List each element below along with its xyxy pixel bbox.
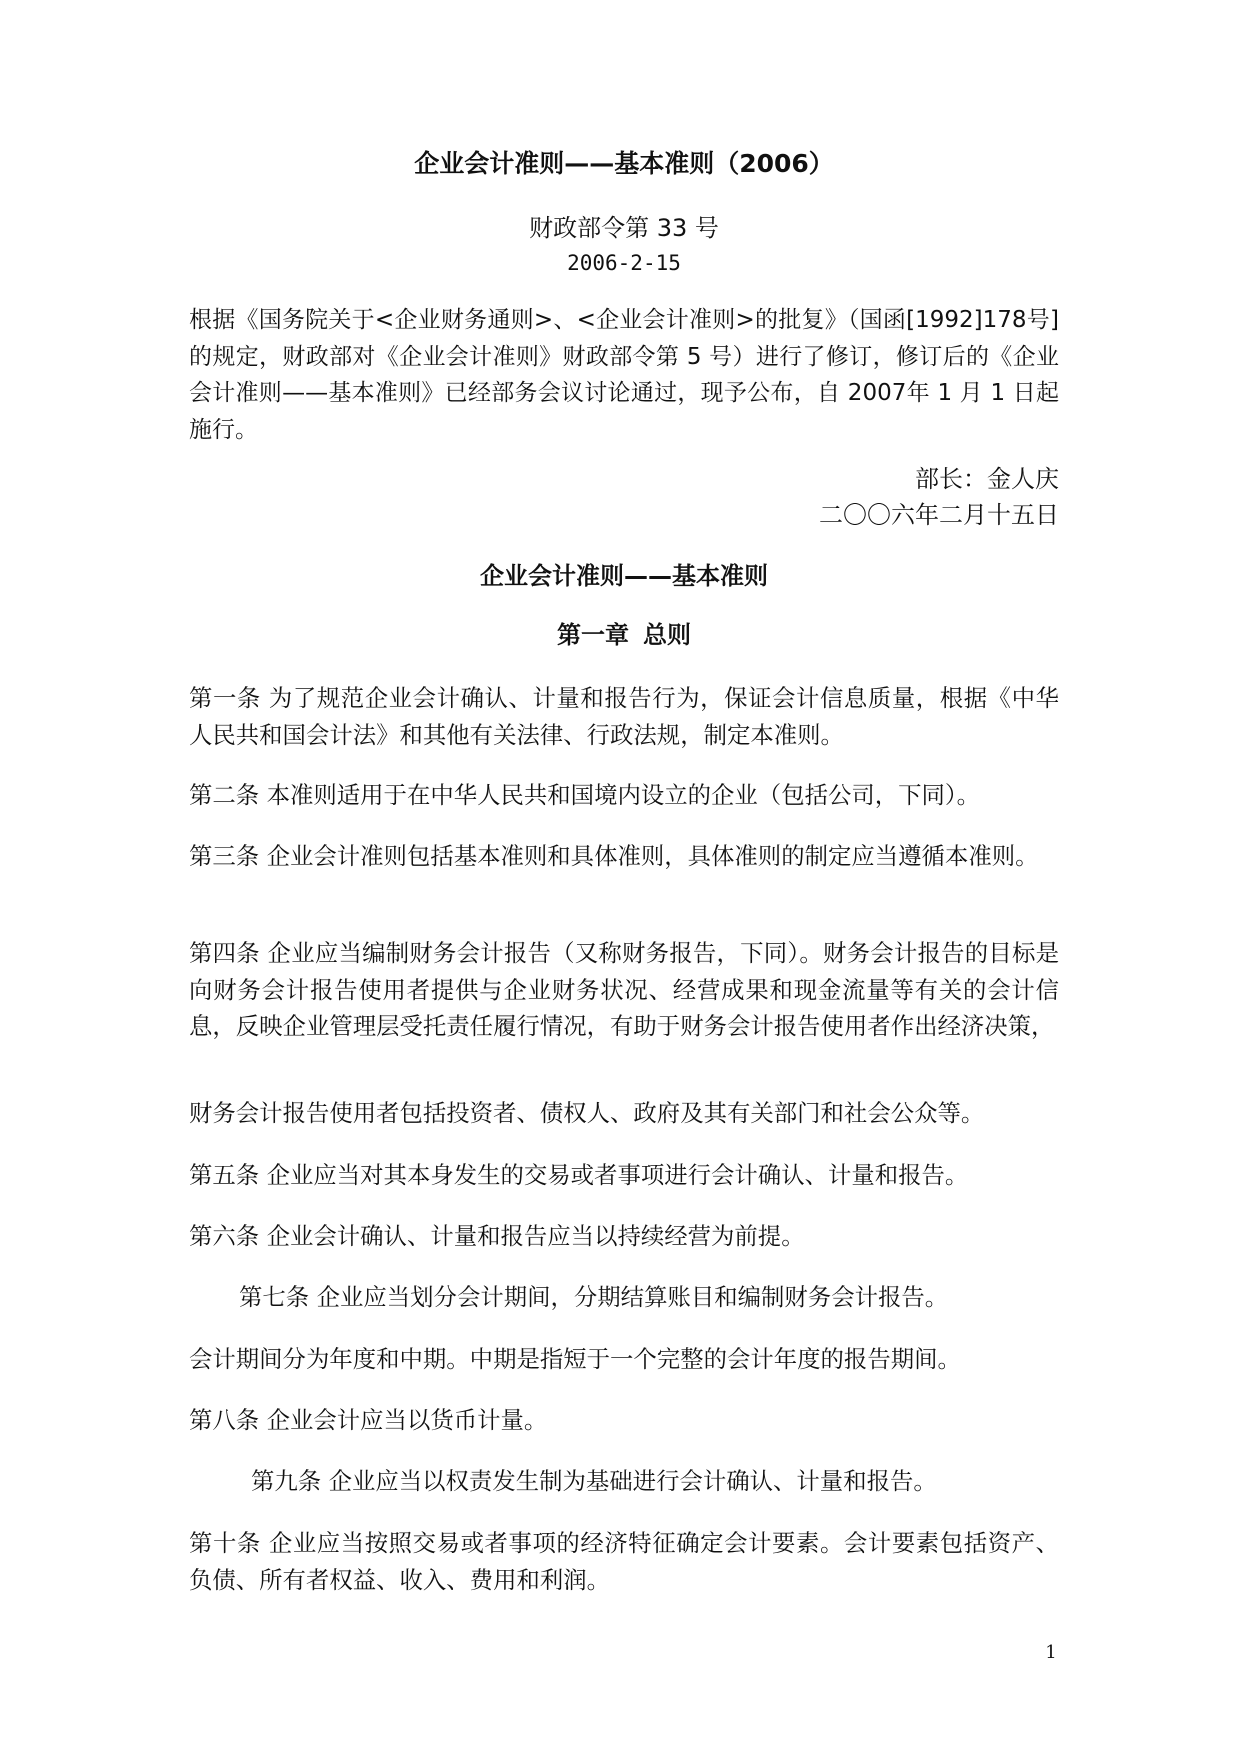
- article-paragraph: 第二条 本准则适用于在中华人民共和国境内设立的企业（包括公司，下同）。: [189, 781, 981, 809]
- signature-date: 二〇〇六年二月十五日: [819, 501, 1059, 529]
- issue-date: 2006-2-15: [567, 251, 681, 275]
- article-paragraph: 第八条 企业会计应当以货币计量。: [189, 1406, 548, 1434]
- article-paragraph: 第一条 为了规范企业会计确认、计量和报告行为，保证会计信息质量，根据《中华人民共和国会计法》和其他有关法律、行政法规，制定本准则。: [189, 684, 1059, 749]
- chapter-number: 第一章: [557, 621, 629, 649]
- article-paragraph: 会计期间分为年度和中期。中期是指短于一个完整的会计年度的报告期间。: [189, 1345, 961, 1373]
- article-paragraph: 第四条 企业应当编制财务会计报告（又称财务报告，下同）。财务会计报告的目标是向财务会计报告使用者提供与企业财务状况、经营成果和现金流量等有关的会计信息，反映企业管理层受托责任履行情况，有助于财务会计报告使用者作出经济决策，: [189, 939, 1059, 1040]
- article-paragraph: 第五条 企业应当对其本身发生的交易或者事项进行会计确认、计量和报告。: [189, 1161, 969, 1189]
- article-paragraph: 第三条 企业会计准则包括基本准则和具体准则，具体准则的制定应当遵循本准则。: [189, 842, 1039, 870]
- article-paragraph: 第九条 企业应当以权责发生制为基础进行会计确认、计量和报告。: [251, 1467, 937, 1495]
- order-number: 财政部令第 33 号: [529, 214, 719, 242]
- document-title: 企业会计准则——基本准则（2006）: [414, 149, 834, 178]
- article-paragraph: 第十条 企业应当按照交易或者事项的经济特征确定会计要素。会计要素包括资产、负债、所有者权益、收入、费用和利润。: [189, 1529, 1059, 1594]
- chapter-title: 总则: [643, 621, 691, 649]
- article-paragraph: 财务会计报告使用者包括投资者、债权人、政府及其有关部门和社会公众等。: [189, 1099, 985, 1127]
- article-paragraph: 第六条 企业会计确认、计量和报告应当以持续经营为前提。: [189, 1222, 805, 1250]
- chapter-heading: [189, 617, 1059, 653]
- page-number: 1: [1045, 1642, 1057, 1663]
- intro-paragraph: 根据《国务院关于<企业财务通则>、<企业会计准则>的批复》（国函[1992]178号]的规定，财政部对《企业会计准则》财政部令第 5 号）进行了修订，修订后的《企业会计准则——基本准则》已经部务会议讨论通过，现予公布，自 2007年 1 月 1 日起施行。: [189, 307, 1059, 443]
- signature-title: 部长：金人庆: [915, 465, 1059, 493]
- standard-subtitle: 企业会计准则——基本准则: [480, 562, 768, 590]
- article-paragraph: 第七条 企业应当划分会计期间，分期结算账目和编制财务会计报告。: [239, 1283, 949, 1311]
